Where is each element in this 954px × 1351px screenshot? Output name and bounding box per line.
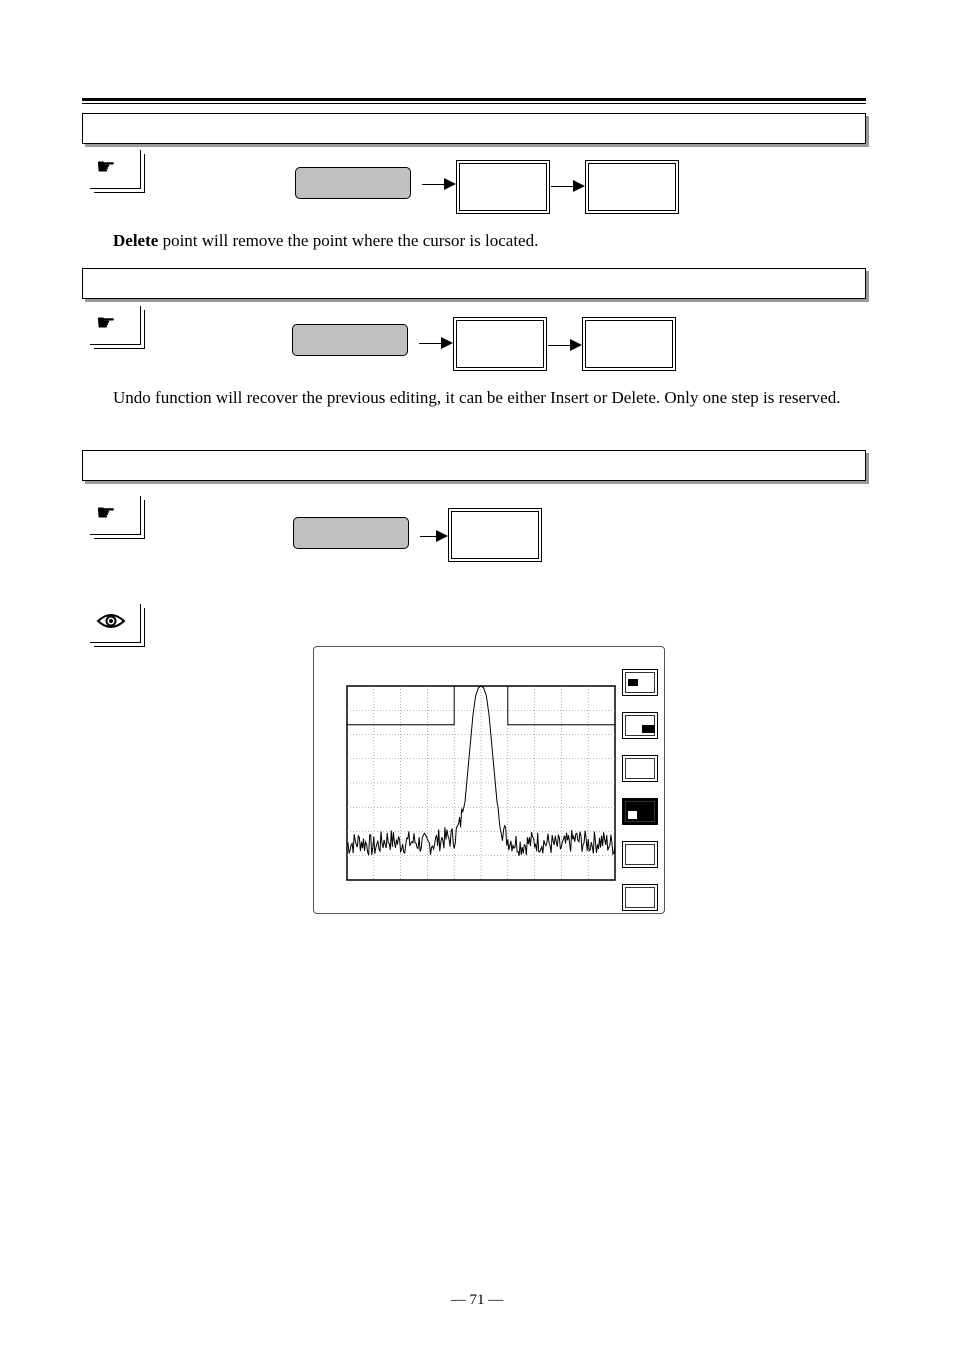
undo-arrow-1 (419, 343, 451, 344)
eye-icon (96, 612, 126, 630)
side-key-1[interactable] (622, 669, 658, 696)
section-bar-third (82, 450, 866, 481)
undo-arrow-2 (548, 345, 580, 346)
delete-description (113, 230, 865, 252)
delete-soft-key[interactable] (295, 167, 411, 199)
display-hint-box (90, 604, 141, 643)
delete-description-text: point will remove the point where the cursor is located. (158, 231, 539, 250)
side-key-5[interactable] (622, 841, 658, 868)
page-number-value: 71 (469, 1292, 485, 1308)
undo-hint-box (90, 306, 141, 345)
spectrum-plot (346, 685, 616, 881)
header-rule-thick (82, 98, 866, 101)
page-number: — 71 — (450, 1292, 504, 1308)
side-key-4-indicator (628, 811, 637, 819)
side-key-6[interactable] (622, 884, 658, 911)
side-key-3[interactable] (622, 755, 658, 782)
side-key-1-indicator (628, 679, 638, 686)
undo-menu-key-1[interactable] (453, 317, 547, 371)
delete-arrow-2 (551, 186, 583, 187)
side-key-2[interactable] (622, 712, 658, 739)
pointing-hand-icon: ☛ (96, 500, 116, 525)
side-key-4[interactable] (622, 798, 658, 825)
side-key-2-indicator (642, 725, 655, 733)
section-bar-delete (82, 113, 866, 144)
third-menu-key-1[interactable] (448, 508, 542, 562)
delete-menu-key-1[interactable] (456, 160, 550, 214)
header-rule-thin (82, 103, 866, 104)
pointing-hand-icon: ☛ (96, 310, 116, 335)
undo-soft-key[interactable] (292, 324, 408, 356)
third-hint-box (90, 496, 141, 535)
third-arrow-1 (420, 536, 446, 537)
delete-arrow-1 (422, 184, 454, 185)
undo-menu-key-2[interactable] (582, 317, 676, 371)
delete-menu-key-2[interactable] (585, 160, 679, 214)
section-bar-undo (82, 268, 866, 299)
pointing-hand-icon: ☛ (96, 154, 116, 179)
undo-description: Undo function will recover the previous editing, it can be either Insert or Delete. Only one step is reserved. (113, 388, 841, 407)
spectrum-screen (313, 646, 665, 914)
delete-keyword: Delete (113, 231, 159, 250)
third-soft-key[interactable] (293, 517, 409, 549)
delete-hint-box (90, 150, 141, 189)
plot-frame (347, 686, 615, 880)
